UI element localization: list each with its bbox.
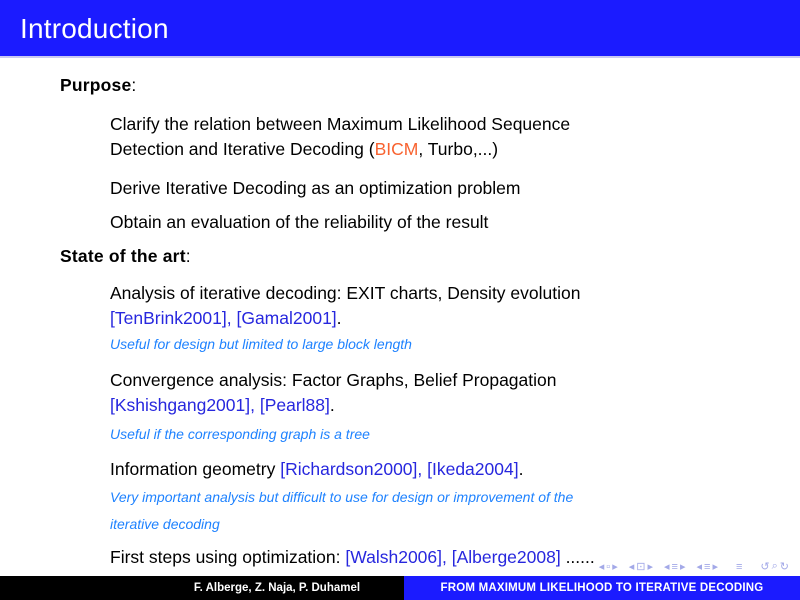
nav-prev-frame-icon[interactable]: ◂ [628, 561, 635, 573]
footer-authors: F. Alberge, Z. Naja, P. Duhamel [193, 582, 361, 594]
soa-item-convergence-period: . [329, 395, 335, 415]
state-of-art-heading [60, 246, 800, 267]
purpose-heading-colon: : [131, 75, 137, 95]
slide-title-bar [0, 0, 800, 58]
bicm-highlight: BICM [374, 139, 419, 159]
citation-kshishgang-pearl[interactable]: [Kshishgang2001], [Pearl88] [110, 395, 330, 415]
nav-history-group [759, 560, 790, 573]
nav-forward-icon[interactable]: ↻ [779, 561, 789, 573]
soa-item-convergence [110, 368, 800, 444]
nav-next-slide-icon[interactable]: ▸ [612, 561, 618, 573]
soa-item-analysis [110, 281, 800, 354]
purpose-item-clarify-line2-end: , Turbo,...) [418, 139, 499, 159]
soa-item-infogeometry-main [110, 457, 800, 482]
nav-next-frame-icon[interactable]: ▸ [647, 561, 653, 573]
footer-presentation-title: FROM MAXIMUM LIKELIHOOD TO ITERATIVE DECODING [440, 582, 764, 594]
footer-title-bar [404, 576, 800, 600]
slide-title: Introduction [20, 13, 169, 44]
soa-item-analysis-period: . [336, 308, 342, 328]
nav-slide-group [598, 560, 619, 573]
nav-frame-icon[interactable]: ⊡ [636, 561, 646, 573]
nav-search-icon[interactable]: ⌕ [771, 560, 778, 572]
soa-item-firststeps-trailing: ...... [560, 547, 595, 567]
soa-item-infogeometry-note-line1: Very important analysis but difficult to use for design or improvement of the [110, 489, 574, 505]
nav-appendix-group [735, 561, 743, 573]
citation-tenbrink-gamal[interactable]: [TenBrink2001], [Gamal2001] [110, 308, 337, 328]
nav-prev-subsection-icon[interactable]: ◂ [664, 561, 670, 573]
soa-item-analysis-main [110, 281, 800, 331]
footer [0, 576, 800, 600]
nav-slide-icon[interactable]: ▫ [606, 560, 611, 573]
soa-item-analysis-note: Useful for design but limited to large block length [110, 336, 412, 352]
purpose-item-derive: Derive Iterative Decoding as an optimization problem [110, 178, 521, 198]
nav-frame-group [628, 560, 654, 573]
soa-item-convergence-text: Convergence analysis: Factor Graphs, Belief Propagation [110, 370, 557, 390]
soa-item-convergence-note: Useful if the corresponding graph is a tree [110, 426, 370, 442]
soa-item-infogeometry-text: Information geometry [110, 459, 281, 479]
purpose-item-clarify [110, 112, 800, 162]
purpose-item-clarify-line2: Detection and Iterative Decoding ( [110, 139, 375, 159]
soa-item-analysis-text: Analysis of iterative decoding: EXIT charts, Density evolution [110, 283, 581, 303]
soa-item-infogeometry-note [110, 484, 800, 538]
purpose-item-obtain: Obtain an evaluation of the reliability of the result [110, 212, 489, 232]
nav-next-section-icon[interactable]: ▸ [712, 561, 718, 573]
citation-richardson-ikeda[interactable]: [Richardson2000], [Ikeda2004] [280, 459, 519, 479]
soa-item-firststeps-text: First steps using optimization: [110, 547, 346, 567]
nav-subsection-icon[interactable]: ≡ [671, 560, 678, 573]
nav-back-icon[interactable]: ↺ [760, 561, 770, 573]
nav-prev-section-icon[interactable]: ◂ [696, 561, 703, 573]
navigation-bar [589, 560, 790, 573]
nav-section-group [695, 560, 718, 573]
state-of-art-heading-colon: : [185, 246, 191, 266]
soa-item-convergence-main [110, 368, 800, 418]
soa-item-infogeometry [110, 457, 800, 538]
slide-body [0, 75, 800, 570]
footer-authors-bar [0, 576, 404, 600]
purpose-heading-label: Purpose [60, 75, 132, 95]
nav-next-subsection-icon[interactable]: ▸ [679, 561, 686, 573]
soa-item-infogeometry-note-line2: iterative decoding [110, 516, 220, 532]
nav-section-icon[interactable]: ≡ [704, 560, 711, 573]
purpose-heading [60, 75, 800, 96]
citation-walsh-alberge[interactable]: [Walsh2006], [Alberge2008] [345, 547, 561, 567]
nav-prev-slide-icon[interactable]: ◂ [598, 561, 605, 573]
purpose-item-clarify-line1: Clarify the relation between Maximum Likelihood Sequence [110, 114, 571, 134]
state-of-art-heading-label: State of the art [60, 246, 186, 266]
nav-appendix-icon[interactable]: ≡ [735, 560, 743, 573]
soa-item-infogeometry-period: . [518, 459, 524, 479]
nav-subsection-group [663, 560, 686, 573]
